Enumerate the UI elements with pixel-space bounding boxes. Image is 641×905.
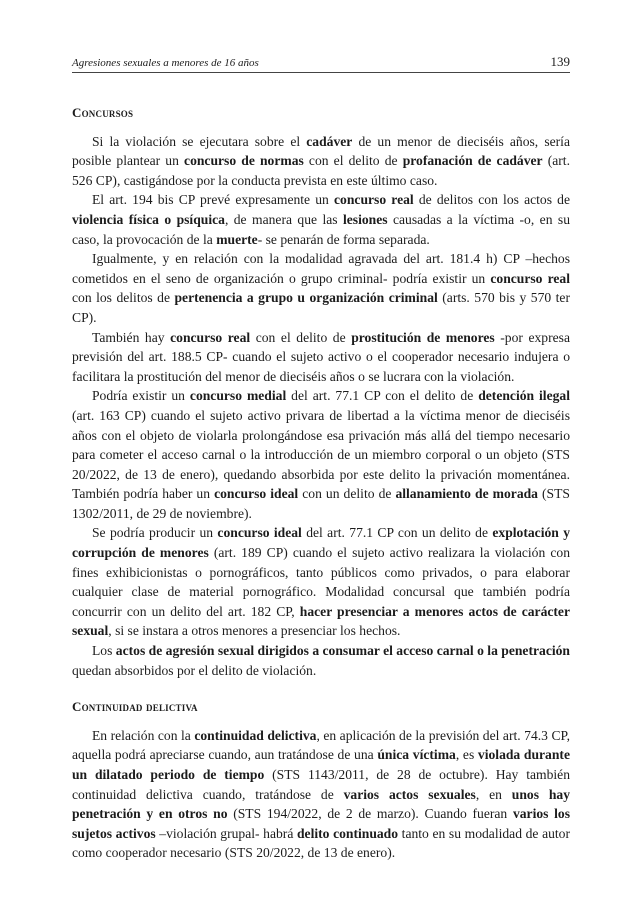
bold-term: única víctima <box>377 747 456 763</box>
bold-term: violencia física o psíquica <box>72 211 225 227</box>
text-run: (art. 526 CP), castigándose por la conducta prevista en este último caso. <box>72 153 570 188</box>
bold-term: varios los sujetos activos <box>72 806 571 841</box>
bold-term: concurso ideal <box>214 486 299 502</box>
bold-term: muerte <box>216 231 258 247</box>
text-run: de delitos con los actos de <box>413 192 570 208</box>
text-run: -por expresa previsión del art. 188.5 CP- cuando el sujeto activo o el cooperador necesario indujera o facilitara la prostitución del menor de dieciséis años o se lucrara con la violación. <box>72 329 570 384</box>
text-run: (STS 1302/2011, de 29 de noviembre). <box>72 486 570 521</box>
text-run: (STS 194/2022, de 2 de marzo). Cuando fueran <box>227 806 513 822</box>
text-run: con un delito de <box>298 486 396 502</box>
bold-term: varios actos sexuales <box>343 786 476 802</box>
paragraph <box>72 328 570 387</box>
text-run: –violación grupal- habrá <box>155 825 297 841</box>
text-run: En relación con la <box>92 727 195 743</box>
text-run: (art. 163 CP) cuando el sujeto activo privara de libertad a la víctima menor de dieciséis años con el objeto de violarla prolongándose esa privación más allá del tiempo necesario para cometer el acceso carnal o la introducción de un miembro corporal o un objeto (STS 20/2022, de 13 de enero), quedando absorbida por este delito la privación momentánea. También podría haber un <box>72 407 570 502</box>
text-run: (arts. 570 bis y 570 ter CP). <box>72 290 570 325</box>
bold-term: concurso real <box>334 192 414 208</box>
bold-term: concurso real <box>490 270 570 286</box>
text-run: (art. 189 CP) cuando el sujeto activo realizara la violación con fines exhibicionistas o pornográficos, tanto públicos como privados, o para elaborar cualquier clase de material pornográfico. Modalidad concursal que también podría concurrir con un delito del art. 182 CP, <box>72 545 570 619</box>
running-header <box>72 54 570 70</box>
bold-term: lesiones <box>342 211 388 227</box>
section-concursos-body <box>72 132 570 681</box>
bold-term: delito continuado <box>296 825 399 841</box>
bold-term: violada durante un dilatado periodo de tiempo <box>72 747 570 782</box>
text-run: causadas a la víctima -o, en su caso, la provocación de la <box>72 211 570 247</box>
bold-term: concurso real <box>170 329 251 345</box>
paragraph <box>72 726 570 863</box>
text-run: Podría existir un <box>92 388 190 404</box>
text-run: - se penarán de forma separada. <box>257 231 430 247</box>
text-run: , es <box>455 747 478 763</box>
text-run: , si se instara a otros menores a presenciar los hechos. <box>108 623 401 639</box>
text-run: con el delito de <box>303 153 403 169</box>
paragraph <box>72 641 570 680</box>
bold-term: pertenencia a grupo u organización criminal <box>174 290 438 306</box>
bold-term: concurso ideal <box>217 525 302 541</box>
paragraph <box>72 523 570 641</box>
text-run: con los delitos de <box>72 290 175 306</box>
paragraph <box>72 249 570 327</box>
paragraph <box>72 386 570 523</box>
bold-term: continuidad delictiva <box>194 727 317 743</box>
bold-term: profanación de cadáver <box>402 153 543 169</box>
text-run: , en aplicación de la previsión del art. 74.3 CP, aquella podrá apreciarse cuando, aun tratándose de una <box>72 727 570 763</box>
text-run: , en <box>475 786 512 802</box>
text-run: También hay <box>92 329 171 345</box>
bold-term: explotación y corrupción de menores <box>72 525 570 561</box>
text-run: del art. 77.1 CP con el delito de <box>286 388 479 404</box>
section-heading-concursos: Concursos <box>72 105 134 120</box>
text-run: de un menor de dieciséis años, sería posible plantear un <box>72 133 570 169</box>
text-run: Si la violación se ejecutara sobre el <box>92 133 307 149</box>
bold-term: actos de agresión sexual dirigidos a consumar el acceso carnal o la penetración <box>115 643 570 659</box>
bold-term: allanamiento de morada <box>395 486 538 502</box>
text-run: del art. 77.1 CP con un delito de <box>301 525 493 541</box>
header-rule <box>72 72 570 73</box>
paragraph <box>72 132 570 191</box>
text-run: , de manera que las <box>224 211 343 227</box>
page-body <box>72 103 570 863</box>
bold-term: hacer presenciar a menores actos de carácter sexual <box>72 603 570 639</box>
bold-term: detención ilegal <box>478 388 570 404</box>
section-heading-continuidad: Continuidad delictiva <box>72 699 198 715</box>
bold-term: concurso de normas <box>184 153 304 169</box>
bold-term: cadáver <box>306 133 353 149</box>
bold-term: unos hay penetración y en otros no <box>72 786 571 822</box>
text-run: Igualmente, y en relación con la modalidad agravada del art. 181.4 h) CP –hechos cometidos en el seno de organización o grupo criminal- podría existir un <box>72 251 570 286</box>
text-run: tanto en su modalidad de autor como cooperador necesario (STS 20/2022, de 13 de enero). <box>72 825 570 861</box>
paragraph <box>72 190 570 249</box>
bold-term: concurso medial <box>189 388 287 404</box>
text-run: El art. 194 bis CP prevé expresamente un <box>92 192 335 208</box>
page-number: 139 <box>550 54 570 69</box>
text-run: Los <box>92 643 116 659</box>
bold-term: prostitución de menores <box>351 329 495 345</box>
running-title: Agresiones sexuales a menores de 16 años <box>72 57 259 69</box>
text-run: quedan absorbidos por el delito de violación. <box>72 662 317 678</box>
section-continuidad-body <box>72 726 570 863</box>
text-run: con el delito de <box>250 329 352 345</box>
text-run: Se podría producir un <box>92 525 218 541</box>
text-run: (STS 1143/2011, de 28 de octubre). Hay también continuidad delictiva cuando, tratándose de <box>72 767 570 802</box>
